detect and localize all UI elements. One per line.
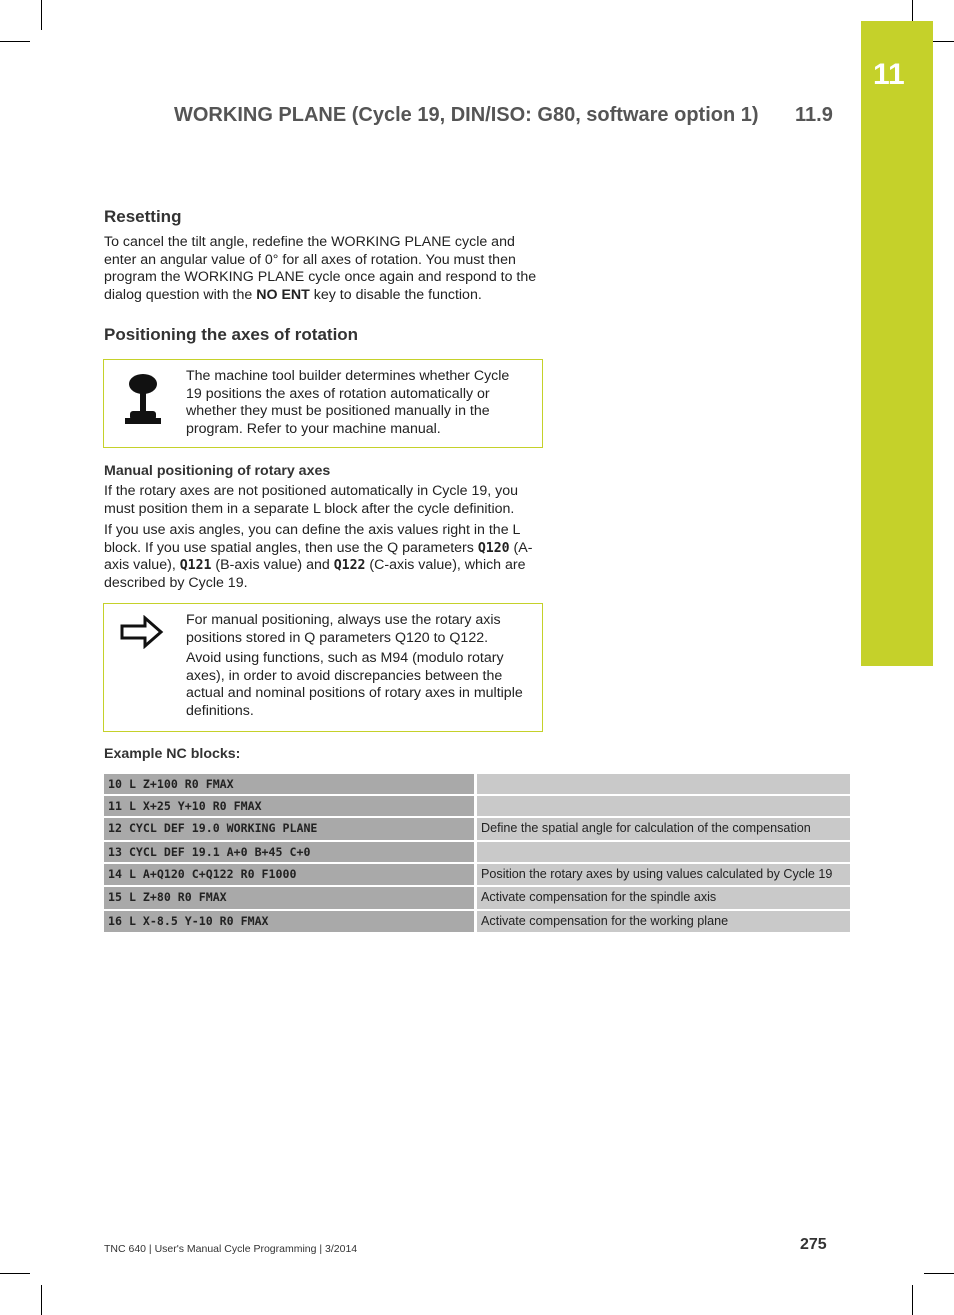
q122-param: Q122 (333, 558, 366, 574)
key-label: NO ENT (256, 286, 310, 303)
chapter-tab (861, 21, 933, 666)
nc-code: 13 CYCL DEF 19.1 A+0 B+45 C+0 (104, 842, 474, 862)
crop-mark (912, 1285, 913, 1315)
example-heading: Example NC blocks: (104, 746, 241, 762)
chapter-number: 11 (873, 58, 905, 91)
footer-text: TNC 640 | User's Manual Cycle Programming | 3/2014 (104, 1243, 358, 1255)
example-heading-wrap (104, 746, 544, 762)
q120-param: Q120 (477, 540, 510, 556)
table-row (104, 911, 850, 933)
table-row (104, 818, 850, 840)
manual-note-text-2: Avoid using functions, such as M94 (modulo rotary axes), in order to avoid discrepancies between the actual and nominal positions of rotary axes in multiple definitions. (186, 650, 523, 719)
nc-code: 11 L X+25 Y+10 R0 FMAX (104, 796, 474, 816)
arrow-right-icon (119, 615, 165, 654)
nc-description (477, 796, 850, 816)
manual-note-text-1: For manual positioning, always use the rotary axis positions stored in Q parameters Q120 to Q122. (186, 612, 501, 646)
nc-code: 14 L A+Q120 C+Q122 R0 F1000 (104, 864, 474, 886)
running-header-title: WORKING PLANE (Cycle 19, DIN/ISO: G80, software option 1) (174, 104, 759, 126)
machine-tool-icon (118, 371, 168, 432)
manual-positioning-section (104, 463, 544, 593)
nc-description (477, 774, 850, 794)
machine-note-box (103, 359, 543, 448)
nc-code: 15 L Z+80 R0 FMAX (104, 887, 474, 909)
nc-description: Position the rotary axes by using values calculated by Cycle 19 (477, 864, 850, 886)
table-row (104, 864, 850, 886)
resetting-paragraph: To cancel the tilt angle, redefine the WORKING PLANE cycle and enter an angular value of 0° for all axes of rotation. You must then program the WORKING PLANE cycle once again and respond to the dialog question with the NO ENT key to disable the function. (104, 234, 537, 303)
nc-description: Define the spatial angle for calculation of the compensation (477, 818, 850, 840)
crop-mark (41, 1285, 42, 1315)
table-row (104, 774, 850, 794)
table-row (104, 887, 850, 909)
nc-description (477, 842, 850, 862)
crop-mark (924, 1273, 954, 1274)
nc-code: 10 L Z+100 R0 FMAX (104, 774, 474, 794)
resetting-heading: Resetting (104, 207, 182, 226)
crop-mark (0, 1273, 30, 1274)
positioning-heading-wrap (104, 325, 544, 345)
running-header-section: 11.9 (795, 104, 833, 126)
q121-param: Q121 (179, 558, 212, 574)
manual-positioning-para1: If the rotary axes are not positioned automatically in Cycle 19, you must position them in a separate L block after the cycle definition. (104, 483, 519, 517)
nc-blocks-table (104, 774, 850, 934)
manual-note-box (103, 603, 543, 732)
crop-mark (41, 0, 42, 30)
machine-note-text: The machine tool builder determines whether Cycle 19 positions the axes of rotation automatically or whether they must be positioned manually in the program. Refer to your machine manual. (186, 368, 510, 437)
nc-description: Activate compensation for the working plane (477, 911, 850, 933)
page-number: 275 (800, 1236, 827, 1253)
manual-positioning-heading: Manual positioning of rotary axes (104, 463, 331, 479)
resetting-section (104, 207, 544, 304)
positioning-heading: Positioning the axes of rotation (104, 325, 359, 344)
table-row (104, 842, 850, 862)
table-row (104, 796, 850, 816)
crop-mark (0, 41, 30, 42)
nc-code: 16 L X-8.5 Y-10 R0 FMAX (104, 911, 474, 933)
nc-code: 12 CYCL DEF 19.0 WORKING PLANE (104, 818, 474, 840)
nc-description: Activate compensation for the spindle axis (477, 887, 850, 909)
manual-positioning-para2: If you use axis angles, you can define the axis values right in the L block. If you use spatial angles, then use the Q parameters Q120 (A-axis value), Q121 (B-axis value) and Q122 (C-axis value), which are described by Cycle 19. (104, 522, 533, 591)
